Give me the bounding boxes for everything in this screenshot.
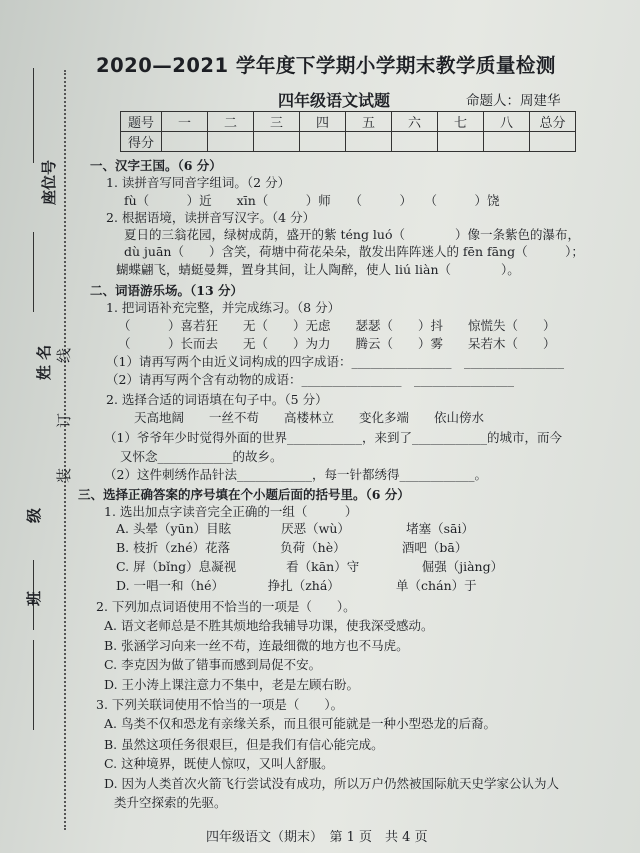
question-line: 2. 根据语境，读拼音写汉字。（4 分） <box>106 210 316 225</box>
score-cell[interactable] <box>346 132 392 152</box>
score-header-cell: 七 <box>438 112 484 132</box>
section-heading: 二、词语游乐场。（13 分） <box>90 283 243 298</box>
question-line: B. 枝折（zhé）花落 负荷（hè） 酒吧（bā） <box>116 540 468 555</box>
question-line: A. 鸟类不仅和恐龙有亲缘关系，而且很可能就是一种小型恐龙的后裔。 <box>104 716 496 731</box>
class-label: 班 <box>25 590 44 607</box>
section-heading: 一、汉字王国。（6 分） <box>90 158 222 173</box>
binding-strip <box>0 0 80 853</box>
score-header-cell: 一 <box>162 112 208 132</box>
question-line: 1. 读拼音写同音字组词。（2 分） <box>106 175 291 190</box>
score-header-row <box>121 112 576 132</box>
question-line: （2）请再写两个含有动物的成语：________________ ________________ <box>106 372 514 387</box>
score-header-cell: 五 <box>346 112 392 132</box>
question-line: fù（ ）近 xīn（ ）师 （ ） （ ）饶 <box>124 193 500 208</box>
score-cell[interactable] <box>300 132 346 152</box>
question-line: （2）这件刺绣作品针法____________，每一针都绣得____________。 <box>104 467 487 482</box>
question-line: 1. 选出加点字读音完全正确的一组（ ） <box>104 504 358 519</box>
name-label: 姓 名 <box>35 344 54 381</box>
question-line: dù juān（ ）含笑，荷塘中荷花朵朵，散发出阵阵迷人的 fēn fāng（ ）； <box>124 244 584 259</box>
score-cell[interactable] <box>484 132 530 152</box>
score-header-cell: 二 <box>208 112 254 132</box>
question-line: 2. 选择合适的词语填在句子中。（5 分） <box>106 392 328 407</box>
score-cell[interactable] <box>254 132 300 152</box>
question-line: B. 张涵学习向来一丝不苟，连最细微的地方也不马虎。 <box>104 638 409 653</box>
score-header-cell: 题号 <box>121 112 162 132</box>
question-line: D. 因为人类首次火箭飞行尝试没有成功，所以万户仍然被国际航天史学家公认为人 <box>104 776 560 791</box>
question-line: （ ）喜若狂 无（ ）无虑 瑟瑟（ ）抖 惊慌失（ ） <box>118 318 556 333</box>
score-cell[interactable] <box>530 132 576 152</box>
question-line: 类升空探索的先驱。 <box>114 795 227 810</box>
page-footer: 四年级语文（期末） 第 1 页 共 4 页 <box>206 830 428 845</box>
score-table <box>120 111 576 152</box>
question-line: 蝴蝶翩飞，蜻蜓曼舞，置身其间，让人陶醉，使人 liú liàn（ ）。 <box>116 262 520 277</box>
binding-ding-char: 订 <box>55 412 74 429</box>
question-line: 1. 把词语补充完整，并完成练习。（8 分） <box>106 300 341 315</box>
seat-number-label: 座位号 <box>40 159 59 206</box>
score-row-label: 得分 <box>121 132 162 152</box>
question-line: 2. 下列加点词语使用不恰当的一项是（ ）。 <box>96 599 356 614</box>
question-line: 3. 下列关联词使用不恰当的一项是（ ）。 <box>96 697 344 712</box>
question-line: C. 李克因为做了错事而感到局促不安。 <box>104 657 322 672</box>
binding-dotted-line <box>64 70 66 830</box>
question-line: A. 语文老师总是不胜其烦地给我辅导功课，使我深受感动。 <box>104 618 434 633</box>
score-header-cell: 四 <box>300 112 346 132</box>
score-cell[interactable] <box>392 132 438 152</box>
score-cell[interactable] <box>438 132 484 152</box>
question-line: （ ）长而去 无（ ）为力 腾云（ ）雾 呆若木（ ） <box>118 336 556 351</box>
question-line: C. 这种境界，既使人惊叹，又叫人舒服。 <box>104 756 334 771</box>
score-header-cell: 六 <box>392 112 438 132</box>
score-header-cell: 三 <box>254 112 300 132</box>
question-line: （1）请再写两个由近义词构成的四字成语：________________ ________________ <box>106 354 564 369</box>
question-line: 天高地阔 一丝不苟 高楼林立 变化多端 依山傍水 <box>134 410 485 425</box>
score-header-cell: 总分 <box>530 112 576 132</box>
binding-zhuang-char: 装 <box>55 467 74 484</box>
question-line: D. 一唱一和（hé） 挣扎（zhá） 单（chán）于 <box>116 578 477 593</box>
exam-subtitle: 四年级语文试题 <box>278 91 391 110</box>
score-value-row <box>121 132 576 152</box>
score-cell[interactable] <box>162 132 208 152</box>
score-cell[interactable] <box>208 132 254 152</box>
question-line: （1）爷爷年少时觉得外面的世界____________，来到了____________的城市，而今 <box>104 430 562 445</box>
question-line: D. 王小涛上课注意力不集中，老是左顾右盼。 <box>104 677 360 692</box>
question-line: B. 虽然这项任务很艰巨，但是我们有信心能完成。 <box>104 737 384 752</box>
seat-number-blank <box>33 68 34 163</box>
score-header-cell: 八 <box>484 112 530 132</box>
grade-label: 级 <box>25 507 44 524</box>
question-line: 又怀念____________的故乡。 <box>120 449 283 464</box>
name-blank <box>33 232 34 312</box>
class-blank <box>33 640 34 730</box>
author-line: 命题人：周建华 <box>466 93 561 109</box>
section-heading: 三、选择正确答案的序号填在个小题后面的括号里。（6 分） <box>78 487 410 502</box>
question-line: 夏日的三翁花园，绿树成荫，盛开的紫 téng luó（ ）像一条紫色的瀑布， <box>124 227 580 242</box>
question-line: C. 屏（bǐng）息凝视 看（kān）守 倔强（jiàng） <box>116 559 504 574</box>
exam-title: 2020—2021 学年度下学期小学期末教学质量检测 <box>96 54 556 77</box>
question-line: A. 头晕（yūn）目眩 厌恶（wù） 堵塞（sāi） <box>116 521 475 536</box>
binding-line-char: 线 <box>55 347 74 364</box>
